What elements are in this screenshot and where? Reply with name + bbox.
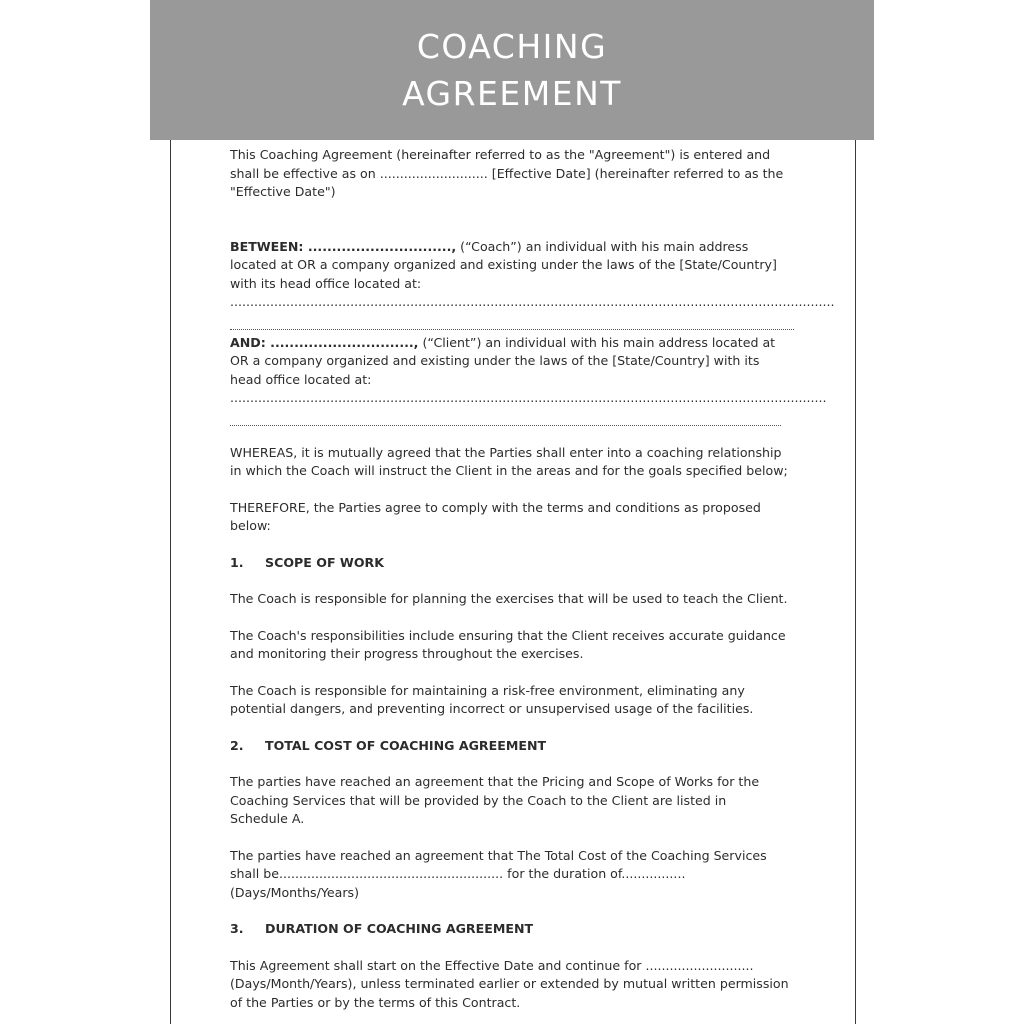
and-address-line: [230, 408, 781, 426]
section-number: 1.: [230, 554, 244, 570]
section-paragraph: The Coach is responsible for planning the exercises that will be used to teach the Client.: [230, 591, 788, 606]
section-title: DURATION OF COACHING AGREEMENT: [265, 921, 534, 936]
between-paragraph: [230, 238, 835, 312]
therefore-paragraph: THEREFORE, the Parties agree to comply with the terms and conditions as proposed below:: [230, 499, 761, 533]
agreement-body: [230, 146, 835, 1024]
section-title: SCOPE OF WORK: [265, 554, 384, 570]
between-text: (“Coach”) an individual with his main address located at OR a company organized and existing under the laws of the [State/Country] with its head office located at: .......................................................................................................................................................: [230, 238, 835, 309]
whereas-paragraph: WHEREAS, it is mutually agreed that the Parties shall enter into a coaching relationship in which the Coach will instruct the Client in the areas and for the goals specified below;: [230, 444, 788, 478]
section-paragraph: This Agreement shall start on the Effective Date and continue for ........................... (Days/Month/Years), unless terminated earlier or extended by mutual written permission of the Parties or by the terms of this Contract.: [230, 957, 789, 1010]
title-banner: [150, 0, 874, 140]
between-lead: BETWEEN: ..............................,: [230, 238, 457, 254]
section-heading-duration: [230, 920, 794, 939]
section-paragraph: The parties have reached an agreement that The Total Cost of the Coaching Services shall be........................................................ for the duration of................(Days/Months/Years): [230, 847, 767, 900]
and-paragraph: [230, 334, 827, 408]
section-number: 2.: [230, 737, 244, 753]
section-paragraph: The Coach is responsible for maintaining a risk-free environment, eliminating any potential dangers, and preventing incorrect or unsupervised usage of the facilities.: [230, 682, 754, 716]
section-title: TOTAL COST OF COACHING AGREEMENT: [265, 737, 547, 753]
section-paragraph: The parties have reached an agreement that the Pricing and Scope of Works for the Coaching Services that will be provided by the Coach to the Client are listed in Schedule A.: [230, 774, 760, 826]
section-paragraph: The Coach's responsibilities include ensuring that the Client receives accurate guidance and monitoring their progress throughout the exercises.: [230, 627, 786, 661]
section-heading-total-cost: [230, 737, 794, 756]
intro-paragraph: This Coaching Agreement (hereinafter referred to as the "Agreement") is entered and shall be effective as on ........................... [Effective Date] (hereinafter referred to as the "Effective Date"): [230, 147, 784, 199]
section-number: 3.: [230, 921, 244, 936]
banner-title-line-2: AGREEMENT: [402, 74, 622, 113]
and-text: (“Client”) an individual with his main address located at OR a company organized and existing under the laws of the [State/Country] with its head office located at: .....................................................................................................................................................: [230, 334, 827, 405]
and-lead: AND: ..............................,: [230, 334, 419, 350]
between-address-line: [230, 312, 794, 330]
section-heading-scope: [230, 554, 794, 573]
banner-title-line-1: COACHING: [416, 27, 608, 66]
